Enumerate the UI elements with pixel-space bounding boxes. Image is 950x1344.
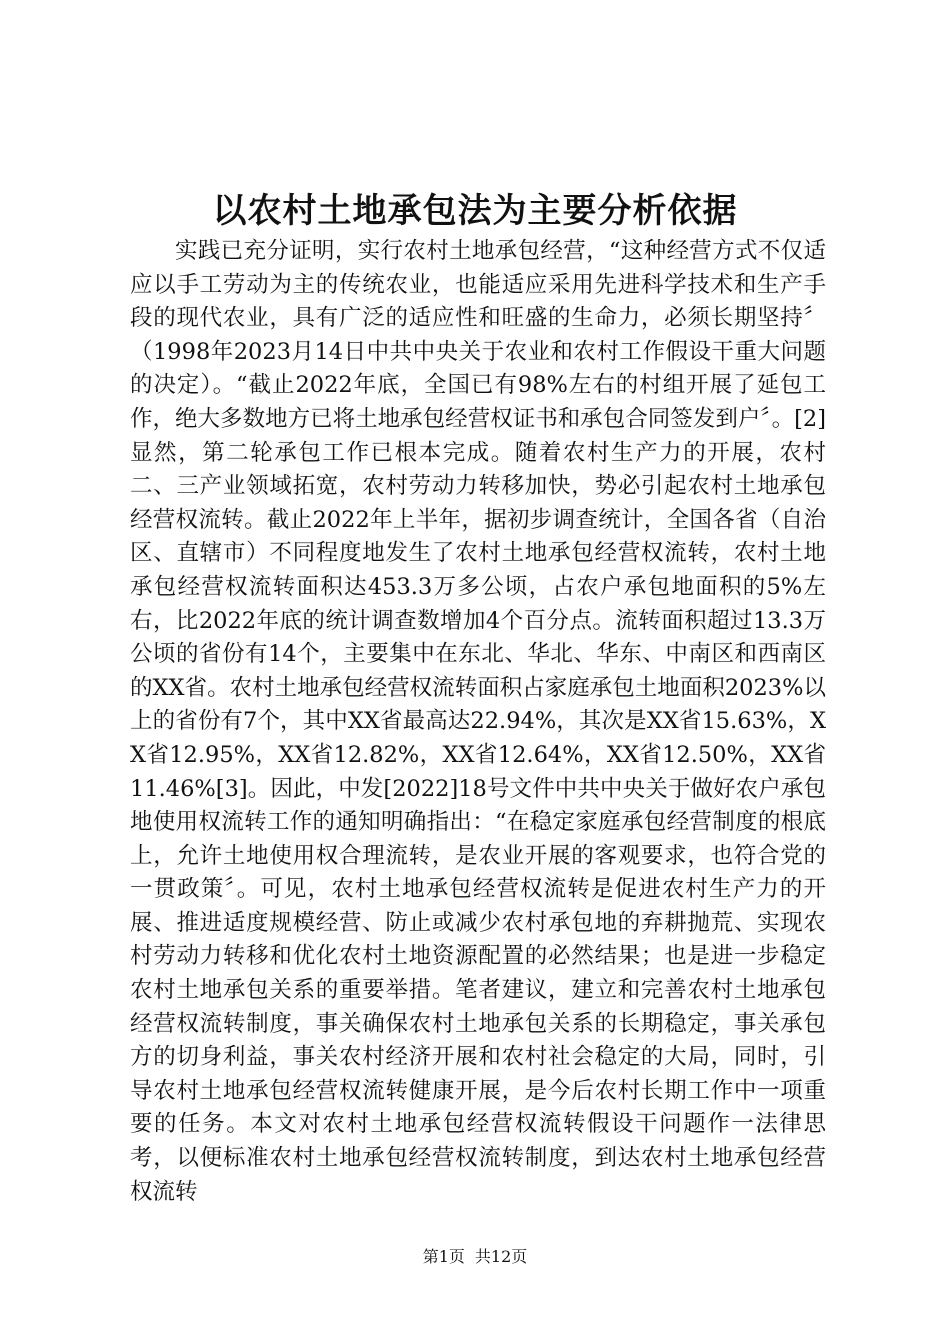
page-number: 第1页	[422, 1247, 465, 1266]
document-title: 以农村土地承包法为主要分析依据	[212, 191, 738, 231]
body-paragraph: 实践已充分证明，实行农村土地承包经营，“这种经营方式不仅适应以手工劳动为主的传统农业，也能适应采用先进科学技术和生产手段的现代农业，具有广泛的适应性和旺盛的生命力，必须长期坚持〞（1998年2023月14日中共中央关于农业和农村工作假设干重大问题的决定）。“截止2022年底，全国已有98%左右的村组开展了延包工作，绝大多数地方已将土地承包经营权证书和承包合同签发到户〞。[2]显然，第二轮承包工作已根本完成。随着农村生产力的开展，农村二、三产业领域拓宽，农村劳动力转移加快，势必引起农村土地承包经营权流转。截止2022年上半年，据初步调查统计，全国各省（自治区、直辖市）不同程度地发生了农村土地承包经营权流转，农村土地承包经营权流转面积达453.3万多公顷，占农户承包地面积的5%左右，比2022年底的统计调查数增加4个百分点。流转面积超过13.3万公顷的省份有14个，主要集中在东北、华北、华东、中南区和西南区的XX省。农村土地承包经营权流转面积占家庭承包土地面积2023%以上的省份有7个，其中XX省最高达22.94%，其次是XX省15.63%，XX省12.95%，XX省12.82%，XX省12.64%，XX省12.50%，XX省11.46%[3]。因此，中发[2022]18号文件中共中央关于做好农户承包地使用权流转工作的通知明确指出：“在稳定家庭承包经营制度的根底上，允许土地使用权合理流转，是农业开展的客观要求，也符合党的一贯政策〞。可见，农村土地承包经营权流转是促进农村生产力的开展、推进适度规模经营、防止或减少农村承包地的弃耕抛荒、实现农村劳动力转移和优化农村土地资源配置的必然结果；也是进一步稳定农村土地承包关系的重要举措。笔者建议，建立和完善农村土地承包经营权流转制度，事关确保农村土地承包关系的长期稳定，事关承包方的切身利益，事关农村经济开展和农村社会稳定的大局，同时，引导农村土地承包经营权流转健康开展，是今后农村长期工作中一项重要的任务。本文对农村土地承包经营权流转假设干问题作一法律思考，以便标准农村土地承包经营权流转制度，到达农村土地承包经营权流转	[130, 238, 826, 1205]
page-footer	[0, 1246, 950, 1268]
page-total: 共12页	[474, 1247, 528, 1266]
